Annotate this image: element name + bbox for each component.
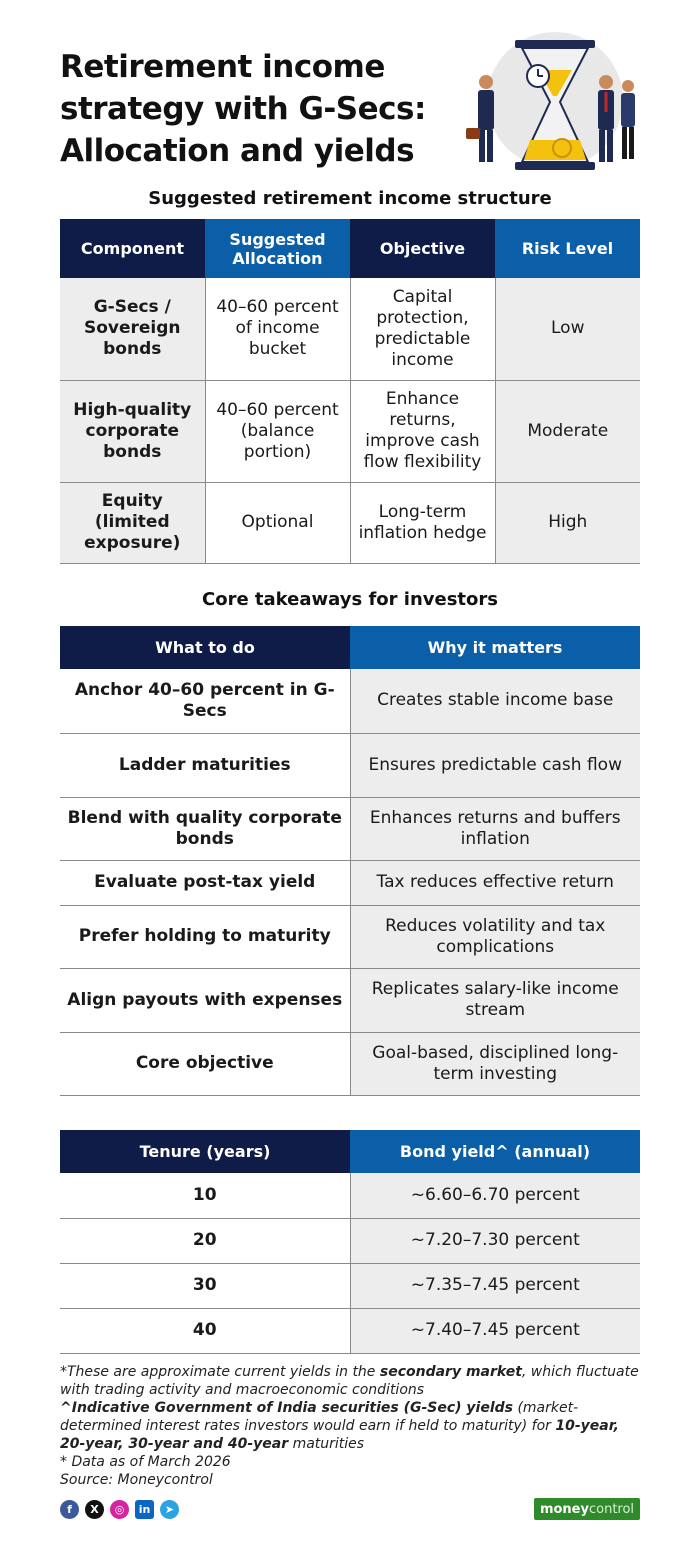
cell-risk: Moderate	[495, 380, 640, 482]
table-row	[60, 860, 640, 905]
cell-risk: Low	[495, 278, 640, 380]
col-objective: Objective	[350, 219, 495, 278]
cell-what: Core objective	[60, 1032, 350, 1095]
table-row	[60, 1218, 640, 1263]
cell-what: Prefer holding to maturity	[60, 905, 350, 968]
moneycontrol-logo: money control	[534, 1498, 640, 1520]
cell-what: Align payouts with expenses	[60, 968, 350, 1032]
footnote-gsec: ^Indicative Government of India securities (G-Sec) yields (market-determined interest rates investors would earn if held to maturity) for 10-year, 20-year, 30-year and 40-year maturities	[60, 1400, 619, 1452]
cell-objective: Capital protection, predictable income	[350, 278, 495, 380]
telegram-icon[interactable]: ➤	[160, 1500, 179, 1519]
cell-what: Evaluate post-tax yield	[60, 860, 350, 905]
cell-yield: ~6.60–6.70 percent	[350, 1173, 640, 1218]
table-row	[60, 380, 640, 482]
structure-heading: Suggested retirement income structure	[148, 188, 552, 209]
cell-why: Goal-based, disciplined long-term investing	[350, 1032, 640, 1095]
footnote-secondary-market: *These are approximate current yields in the secondary market, which fluctuate with trading activity and macroeconomic conditions	[60, 1364, 639, 1398]
cell-tenure: 20	[60, 1218, 350, 1263]
cell-allocation: 40–60 percent of income bucket	[205, 278, 350, 380]
table-row	[60, 278, 640, 380]
structure-table	[60, 219, 640, 564]
cell-risk: High	[495, 482, 640, 563]
cell-allocation: 40–60 percent (balance portion)	[205, 380, 350, 482]
cell-component: High-quality corporate bonds	[60, 380, 205, 482]
cell-what: Anchor 40–60 percent in G-Secs	[60, 669, 350, 733]
col-why: Why it matters	[350, 626, 640, 669]
table-row	[60, 1308, 640, 1353]
cell-what: Blend with quality corporate bonds	[60, 797, 350, 860]
cell-component: G-Secs / Sovereign bonds	[60, 278, 205, 380]
footnote-source: Source: Moneycontrol	[60, 1472, 213, 1488]
cell-allocation: Optional	[205, 482, 350, 563]
linkedin-icon[interactable]: in	[135, 1500, 154, 1519]
takeaways-heading: Core takeaways for investors	[202, 589, 498, 610]
hourglass-illustration	[460, 30, 650, 180]
yields-table	[60, 1130, 640, 1354]
cell-why: Reduces volatility and tax complications	[350, 905, 640, 968]
cell-objective: Long-term inflation hedge	[350, 482, 495, 563]
cell-why: Replicates salary-like income stream	[350, 968, 640, 1032]
cell-why: Ensures predictable cash flow	[350, 733, 640, 797]
cell-objective: Enhance returns, improve cash flow flexibility	[350, 380, 495, 482]
x-icon[interactable]: X	[85, 1500, 104, 1519]
table-row	[60, 482, 640, 563]
cell-what: Ladder maturities	[60, 733, 350, 797]
page-title: Retirement income strategy with G-Secs: Allocation and yields	[60, 49, 426, 169]
social-links	[60, 1500, 179, 1519]
col-allocation: Suggested Allocation	[205, 219, 350, 278]
table-row	[60, 797, 640, 860]
cell-yield: ~7.40–7.45 percent	[350, 1308, 640, 1353]
col-component: Component	[60, 219, 205, 278]
footnote-data-date: * Data as of March 2026	[60, 1454, 231, 1470]
col-yield: Bond yield^ (annual)	[350, 1130, 640, 1173]
table-row	[60, 905, 640, 968]
table-row	[60, 1263, 640, 1308]
col-risk: Risk Level	[495, 219, 640, 278]
cell-why: Creates stable income base	[350, 669, 640, 733]
col-tenure: Tenure (years)	[60, 1130, 350, 1173]
table-row	[60, 669, 640, 733]
cell-component: Equity (limited exposure)	[60, 482, 205, 563]
cell-tenure: 40	[60, 1308, 350, 1353]
facebook-icon[interactable]: f	[60, 1500, 79, 1519]
cell-yield: ~7.20–7.30 percent	[350, 1218, 640, 1263]
takeaways-table	[60, 626, 640, 1096]
col-what: What to do	[60, 626, 350, 669]
table-row	[60, 968, 640, 1032]
footnotes	[60, 1363, 640, 1489]
instagram-icon[interactable]: ◎	[110, 1500, 129, 1519]
cell-why: Tax reduces effective return	[350, 860, 640, 905]
cell-yield: ~7.35–7.45 percent	[350, 1263, 640, 1308]
table-row	[60, 733, 640, 797]
cell-tenure: 30	[60, 1263, 350, 1308]
table-row	[60, 1173, 640, 1218]
table-row	[60, 1032, 640, 1095]
cell-why: Enhances returns and buffers inflation	[350, 797, 640, 860]
cell-tenure: 10	[60, 1173, 350, 1218]
